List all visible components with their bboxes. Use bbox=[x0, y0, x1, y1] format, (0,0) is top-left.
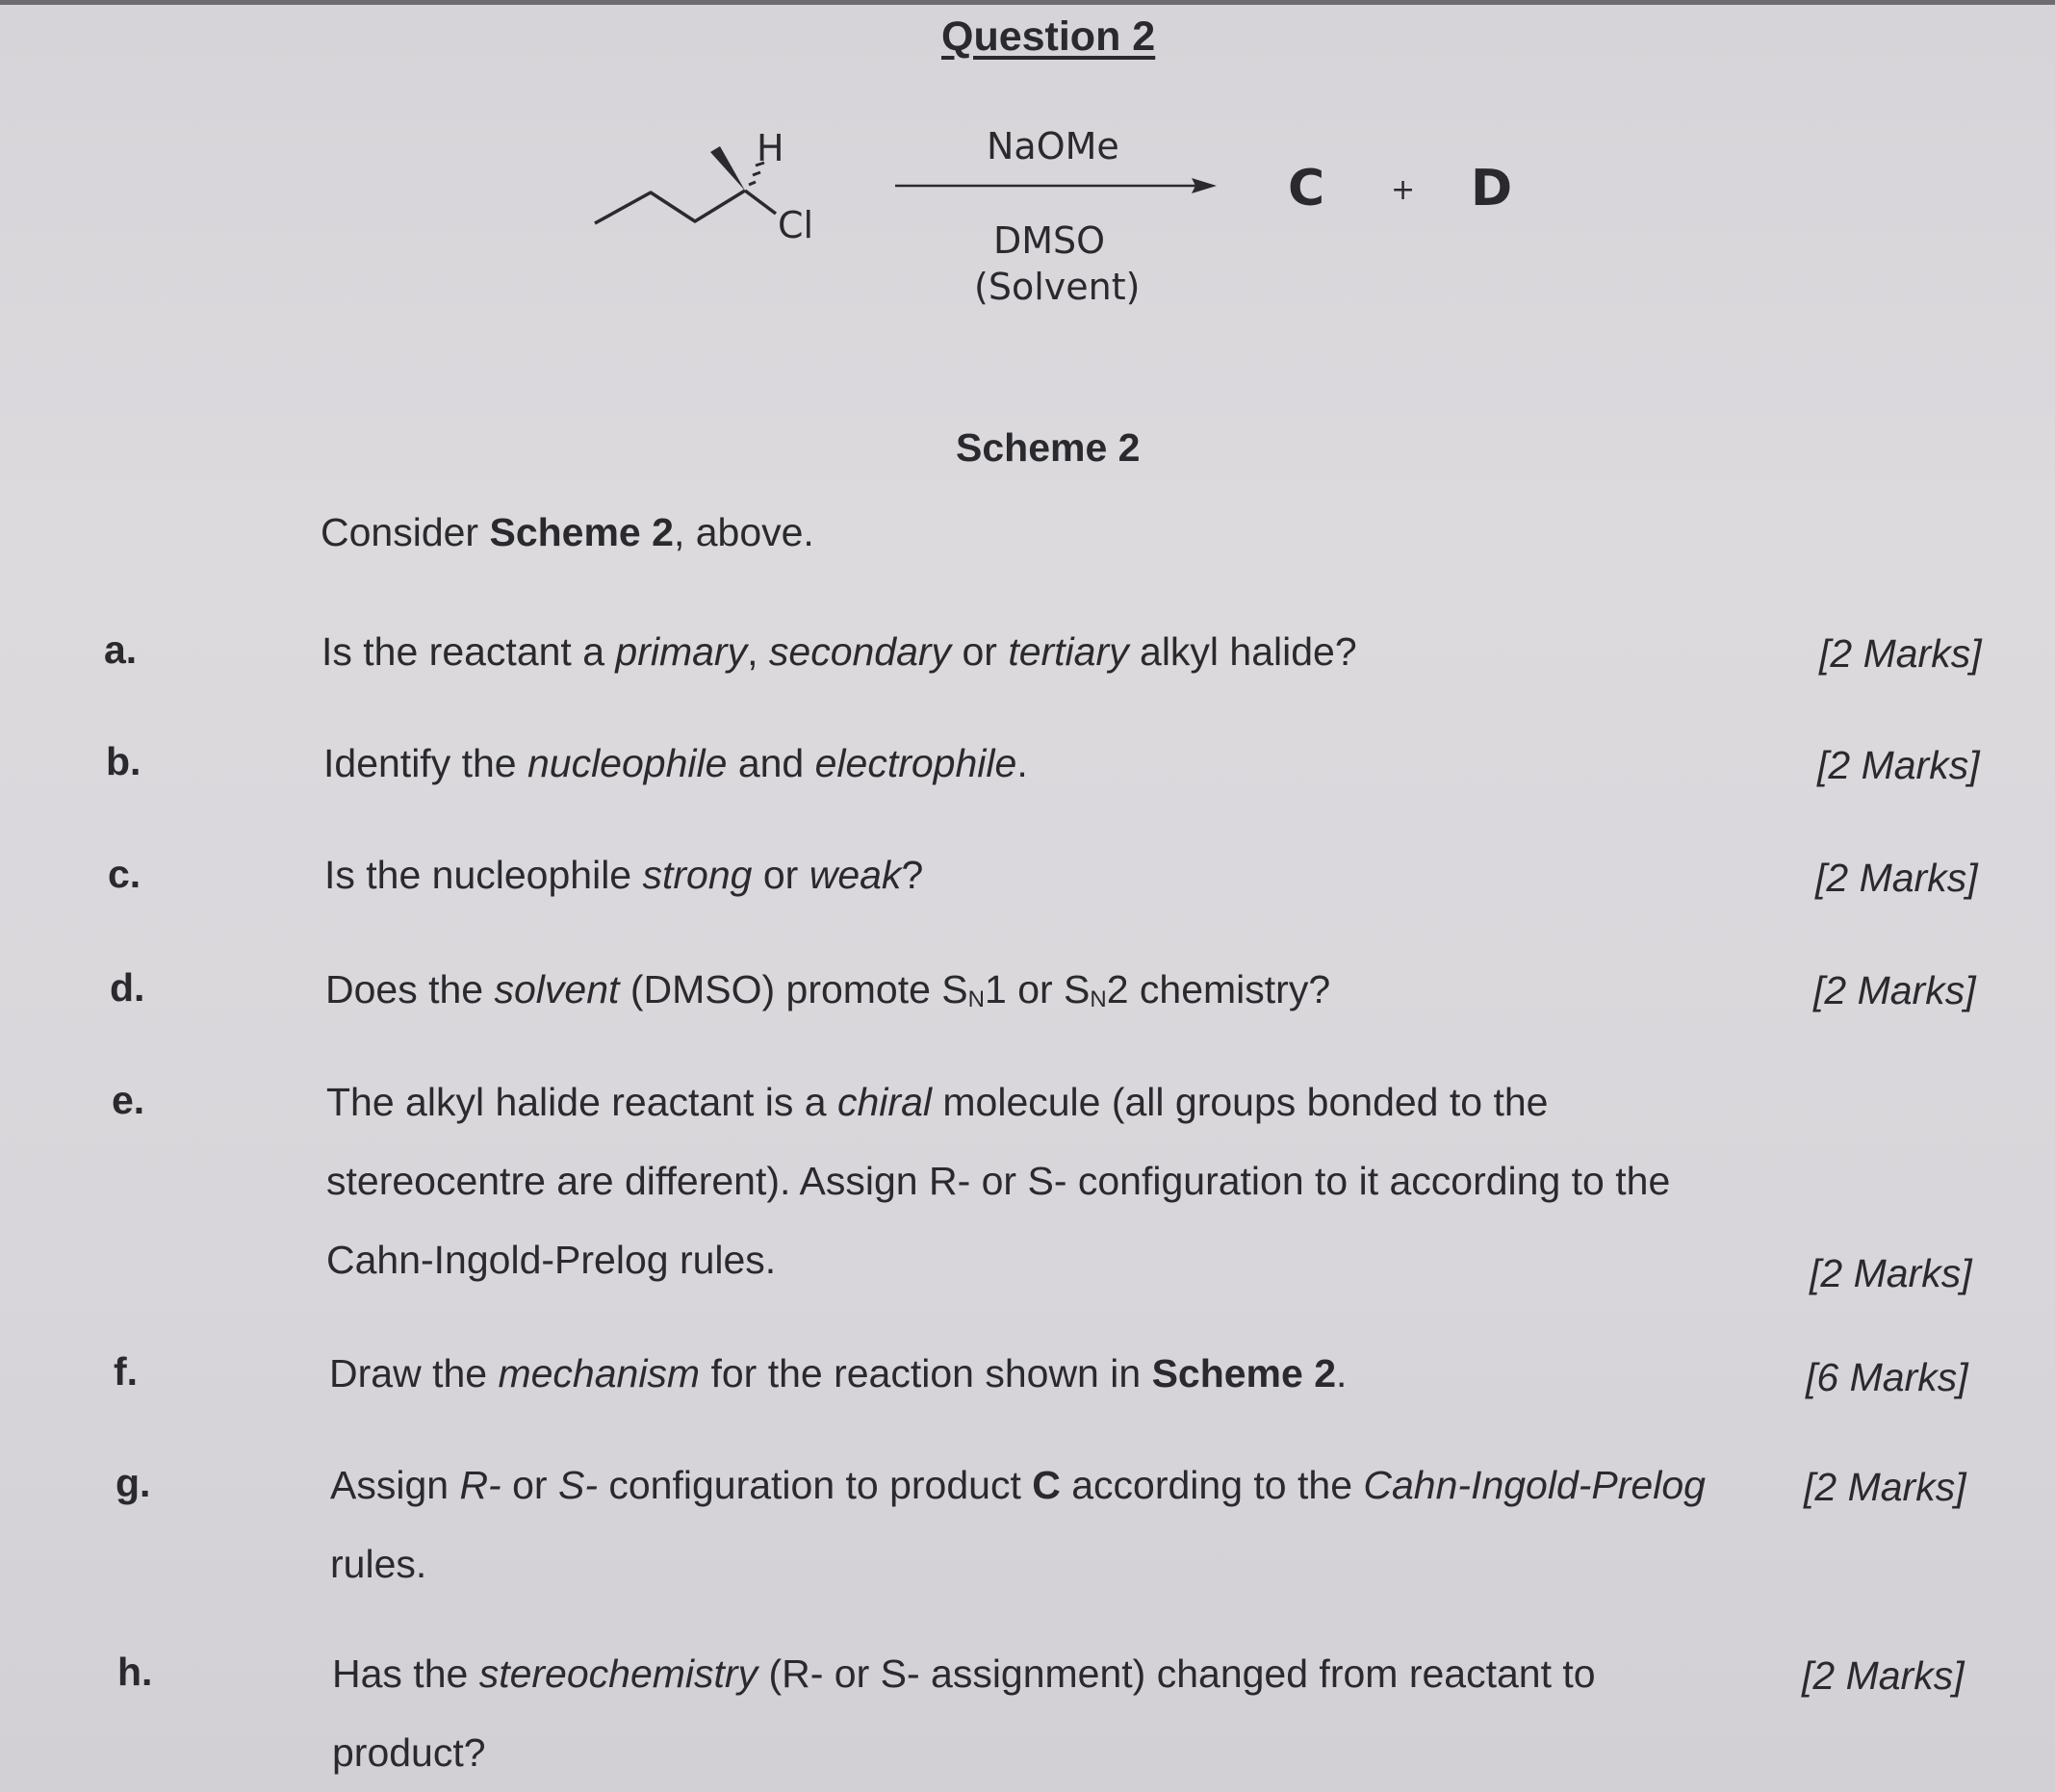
intro-text: Consider bbox=[321, 510, 490, 554]
question-marks-g: [2 Marks] bbox=[1804, 1465, 1966, 1509]
intro-text-end: , above. bbox=[673, 510, 814, 554]
question-marks-a: [2 Marks] bbox=[1819, 631, 1982, 676]
question-marks-f: [6 Marks] bbox=[1806, 1355, 1968, 1399]
question-text-h: Has the stereochemistry (R- or S- assignment) changed from reactant to product? bbox=[332, 1651, 1596, 1775]
scheme-caption: Scheme 2 bbox=[956, 425, 1141, 470]
reactant-wedge-bond bbox=[710, 146, 745, 191]
reactant-carbon-chain bbox=[595, 191, 745, 223]
intro-scheme-ref: Scheme 2 bbox=[489, 510, 674, 554]
question-text-d: Does the solvent (DMSO) promote SN1 or SN2 chemistry? bbox=[325, 967, 1331, 1012]
question-letter-h: h. bbox=[117, 1650, 153, 1694]
reactant-bond-cl bbox=[745, 191, 776, 214]
question-letter-c: c. bbox=[108, 852, 141, 896]
question-title: Question 2 bbox=[941, 13, 1156, 60]
question-marks-e: [2 Marks] bbox=[1810, 1251, 1972, 1295]
question-letter-a: a. bbox=[104, 627, 138, 672]
question-letter-e: e. bbox=[112, 1078, 145, 1122]
question-text-g: Assign R- or S- configuration to product C according to the Cahn-Ingold-Prelog rules. bbox=[330, 1463, 1706, 1586]
question-letter-f: f. bbox=[114, 1349, 139, 1394]
product-d-label: D bbox=[1471, 160, 1513, 218]
question-marks-d: [2 Marks] bbox=[1813, 968, 1976, 1012]
intro-line bbox=[321, 510, 814, 555]
question-marks-c: [2 Marks] bbox=[1815, 856, 1978, 900]
question-text-f: Draw the mechanism for the reaction shown in Scheme 2. bbox=[329, 1351, 1348, 1395]
question-marks-h: [2 Marks] bbox=[1802, 1653, 1965, 1698]
reagent-label: NaOMe bbox=[987, 125, 1119, 167]
product-c-label: C bbox=[1288, 160, 1325, 218]
solvent-note-label: (Solvent) bbox=[974, 266, 1141, 308]
plus-sign: + bbox=[1391, 173, 1416, 207]
question-letter-d: d. bbox=[110, 965, 145, 1010]
question-text-a: Is the reactant a primary, secondary or tertiary alkyl halide? bbox=[321, 629, 1357, 674]
atom-label-hydrogen: H bbox=[757, 127, 784, 169]
question-letter-b: b. bbox=[106, 739, 141, 783]
solvent-label: DMSO bbox=[993, 219, 1106, 262]
question-marks-b: [2 Marks] bbox=[1817, 743, 1980, 787]
question-text-b: Identify the nucleophile and electrophile. bbox=[323, 741, 1028, 785]
question-text-e: The alkyl halide reactant is a chiral molecule (all groups bonded to the stereocentre are different). Assign R- or S- configuration to it according to the Cahn-Ingold-Prelog rules. bbox=[326, 1080, 1671, 1282]
question-letter-g: g. bbox=[116, 1461, 151, 1505]
question-text-c: Is the nucleophile strong or weak? bbox=[324, 853, 924, 897]
atom-label-chlorine: Cl bbox=[778, 204, 814, 246]
